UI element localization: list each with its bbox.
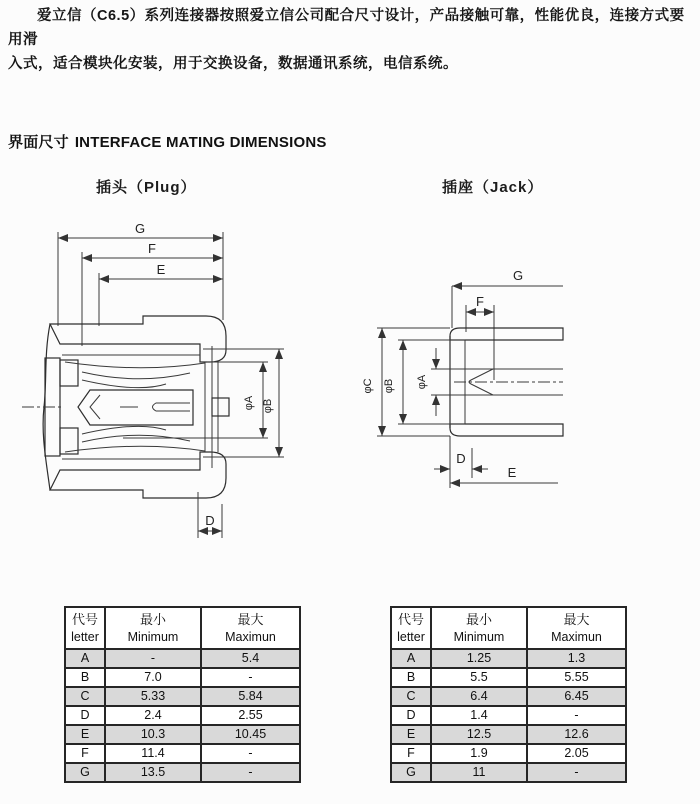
jack-col-letter: 代号 letter: [391, 607, 431, 649]
cell-min: 7.0: [105, 668, 201, 687]
jack-dim-label-phi-b: φB: [383, 378, 395, 394]
plug-center-contact: [22, 390, 229, 425]
cell-max: 5.4: [201, 649, 300, 668]
jack-dim-G: [452, 268, 563, 328]
table-row: [391, 668, 626, 687]
cell-max: -: [527, 763, 626, 782]
jack-dim-phiC: [362, 328, 450, 436]
cell-letter: G: [65, 763, 105, 782]
jack-body-section: [450, 328, 563, 436]
cell-min: 10.3: [105, 725, 201, 744]
cell-min: 13.5: [105, 763, 201, 782]
cell-min: 11: [431, 763, 527, 782]
jack-dim-label-d: D: [456, 451, 466, 466]
cell-min: 1.25: [431, 649, 527, 668]
jack-dim-E: [450, 465, 558, 483]
jack-dim-F: [466, 294, 494, 380]
plug-dim-F: [82, 241, 223, 346]
jack-dim-label-phi-c: φC: [362, 378, 374, 394]
cell-max: 1.3: [527, 649, 626, 668]
section-title-zh: 界面尺寸: [8, 134, 69, 151]
cell-max: -: [201, 744, 300, 763]
plug-col-min: 最小 Minimum: [105, 607, 201, 649]
table-row: [65, 706, 300, 725]
jack-dim-label-e: E: [507, 465, 517, 480]
table-row: [65, 725, 300, 744]
jack-dimensions-table: [390, 606, 627, 783]
table-row: [65, 649, 300, 668]
cell-max: 6.45: [527, 687, 626, 706]
cell-letter: B: [391, 668, 431, 687]
table-row: [391, 687, 626, 706]
intro-line-1: 爱立信（C6.5）系列连接器按照爱立信公司配合尺寸设计，产品接触可靠，性能优良，连接方式要用滑: [8, 8, 685, 48]
cell-letter: B: [65, 668, 105, 687]
cell-max: -: [201, 668, 300, 687]
table-row: [65, 668, 300, 687]
cell-max: -: [527, 706, 626, 725]
cell-letter: C: [391, 687, 431, 706]
plug-dimensions-table: [64, 606, 301, 783]
cell-max: 10.45: [201, 725, 300, 744]
cell-letter: D: [65, 706, 105, 725]
intro-line-2: 入式，适合模块化安装，用于交换设备，数据通讯系统，电信系统。: [8, 56, 458, 72]
jack-dim-label-f: F: [476, 294, 484, 309]
plug-col-letter: 代号 letter: [65, 607, 105, 649]
table-row: [391, 706, 626, 725]
cell-letter: G: [391, 763, 431, 782]
jack-col-min: 最小 Minimum: [431, 607, 527, 649]
jack-table-body: [391, 649, 626, 782]
cell-min: -: [105, 649, 201, 668]
jack-dim-label-g: G: [512, 268, 524, 283]
jack-col-max: 最大 Maximun: [527, 607, 626, 649]
plug-dim-label-f: F: [148, 241, 156, 256]
plug-dimension-drawing: [20, 220, 310, 545]
plug-dim-G: [58, 221, 223, 326]
table-row: [65, 744, 300, 763]
cell-max: 5.55: [527, 668, 626, 687]
table-row: [391, 725, 626, 744]
table-row: [391, 763, 626, 782]
plug-table-header-row: [65, 607, 300, 649]
cell-max: 5.84: [201, 687, 300, 706]
jack-dim-label-phi-a: φA: [416, 374, 428, 390]
table-row: [391, 744, 626, 763]
plug-col-max: 最大 Maximun: [201, 607, 300, 649]
section-title-en: INTERFACE MATING DIMENSIONS: [74, 134, 327, 151]
cell-min: 2.4: [105, 706, 201, 725]
intro-paragraph: [8, 4, 694, 76]
cell-min: 1.9: [431, 744, 527, 763]
cell-letter: E: [391, 725, 431, 744]
cell-min: 5.33: [105, 687, 201, 706]
plug-figure-label: 插头（Plug）: [96, 179, 197, 196]
table-row: [65, 687, 300, 706]
plug-dim-label-g: G: [134, 221, 146, 236]
table-row: [391, 649, 626, 668]
plug-dim-label-phi-a: φA: [243, 395, 255, 411]
jack-figure-label: 插座（Jack）: [442, 179, 544, 196]
cell-letter: E: [65, 725, 105, 744]
cell-letter: F: [391, 744, 431, 763]
jack-dimension-drawing: [350, 220, 650, 505]
cell-min: 12.5: [431, 725, 527, 744]
cell-letter: A: [65, 649, 105, 668]
cell-min: 1.4: [431, 706, 527, 725]
cell-min: 6.4: [431, 687, 527, 706]
table-row: [65, 763, 300, 782]
cell-letter: A: [391, 649, 431, 668]
plug-dim-label-e: E: [156, 262, 166, 277]
cell-max: 12.6: [527, 725, 626, 744]
cell-max: 2.55: [201, 706, 300, 725]
cell-max: 2.05: [527, 744, 626, 763]
cell-letter: F: [65, 744, 105, 763]
plug-dim-label-phi-b: φB: [262, 398, 274, 414]
cell-letter: D: [391, 706, 431, 725]
jack-table-header-row: [391, 607, 626, 649]
jack-dim-D: [434, 436, 488, 488]
section-title: [8, 131, 327, 152]
cell-max: -: [201, 763, 300, 782]
cell-letter: C: [65, 687, 105, 706]
plug-table-body: [65, 649, 300, 782]
plug-dim-label-d: D: [205, 513, 215, 528]
cell-min: 11.4: [105, 744, 201, 763]
cell-min: 5.5: [431, 668, 527, 687]
plug-dim-D: [198, 492, 222, 538]
